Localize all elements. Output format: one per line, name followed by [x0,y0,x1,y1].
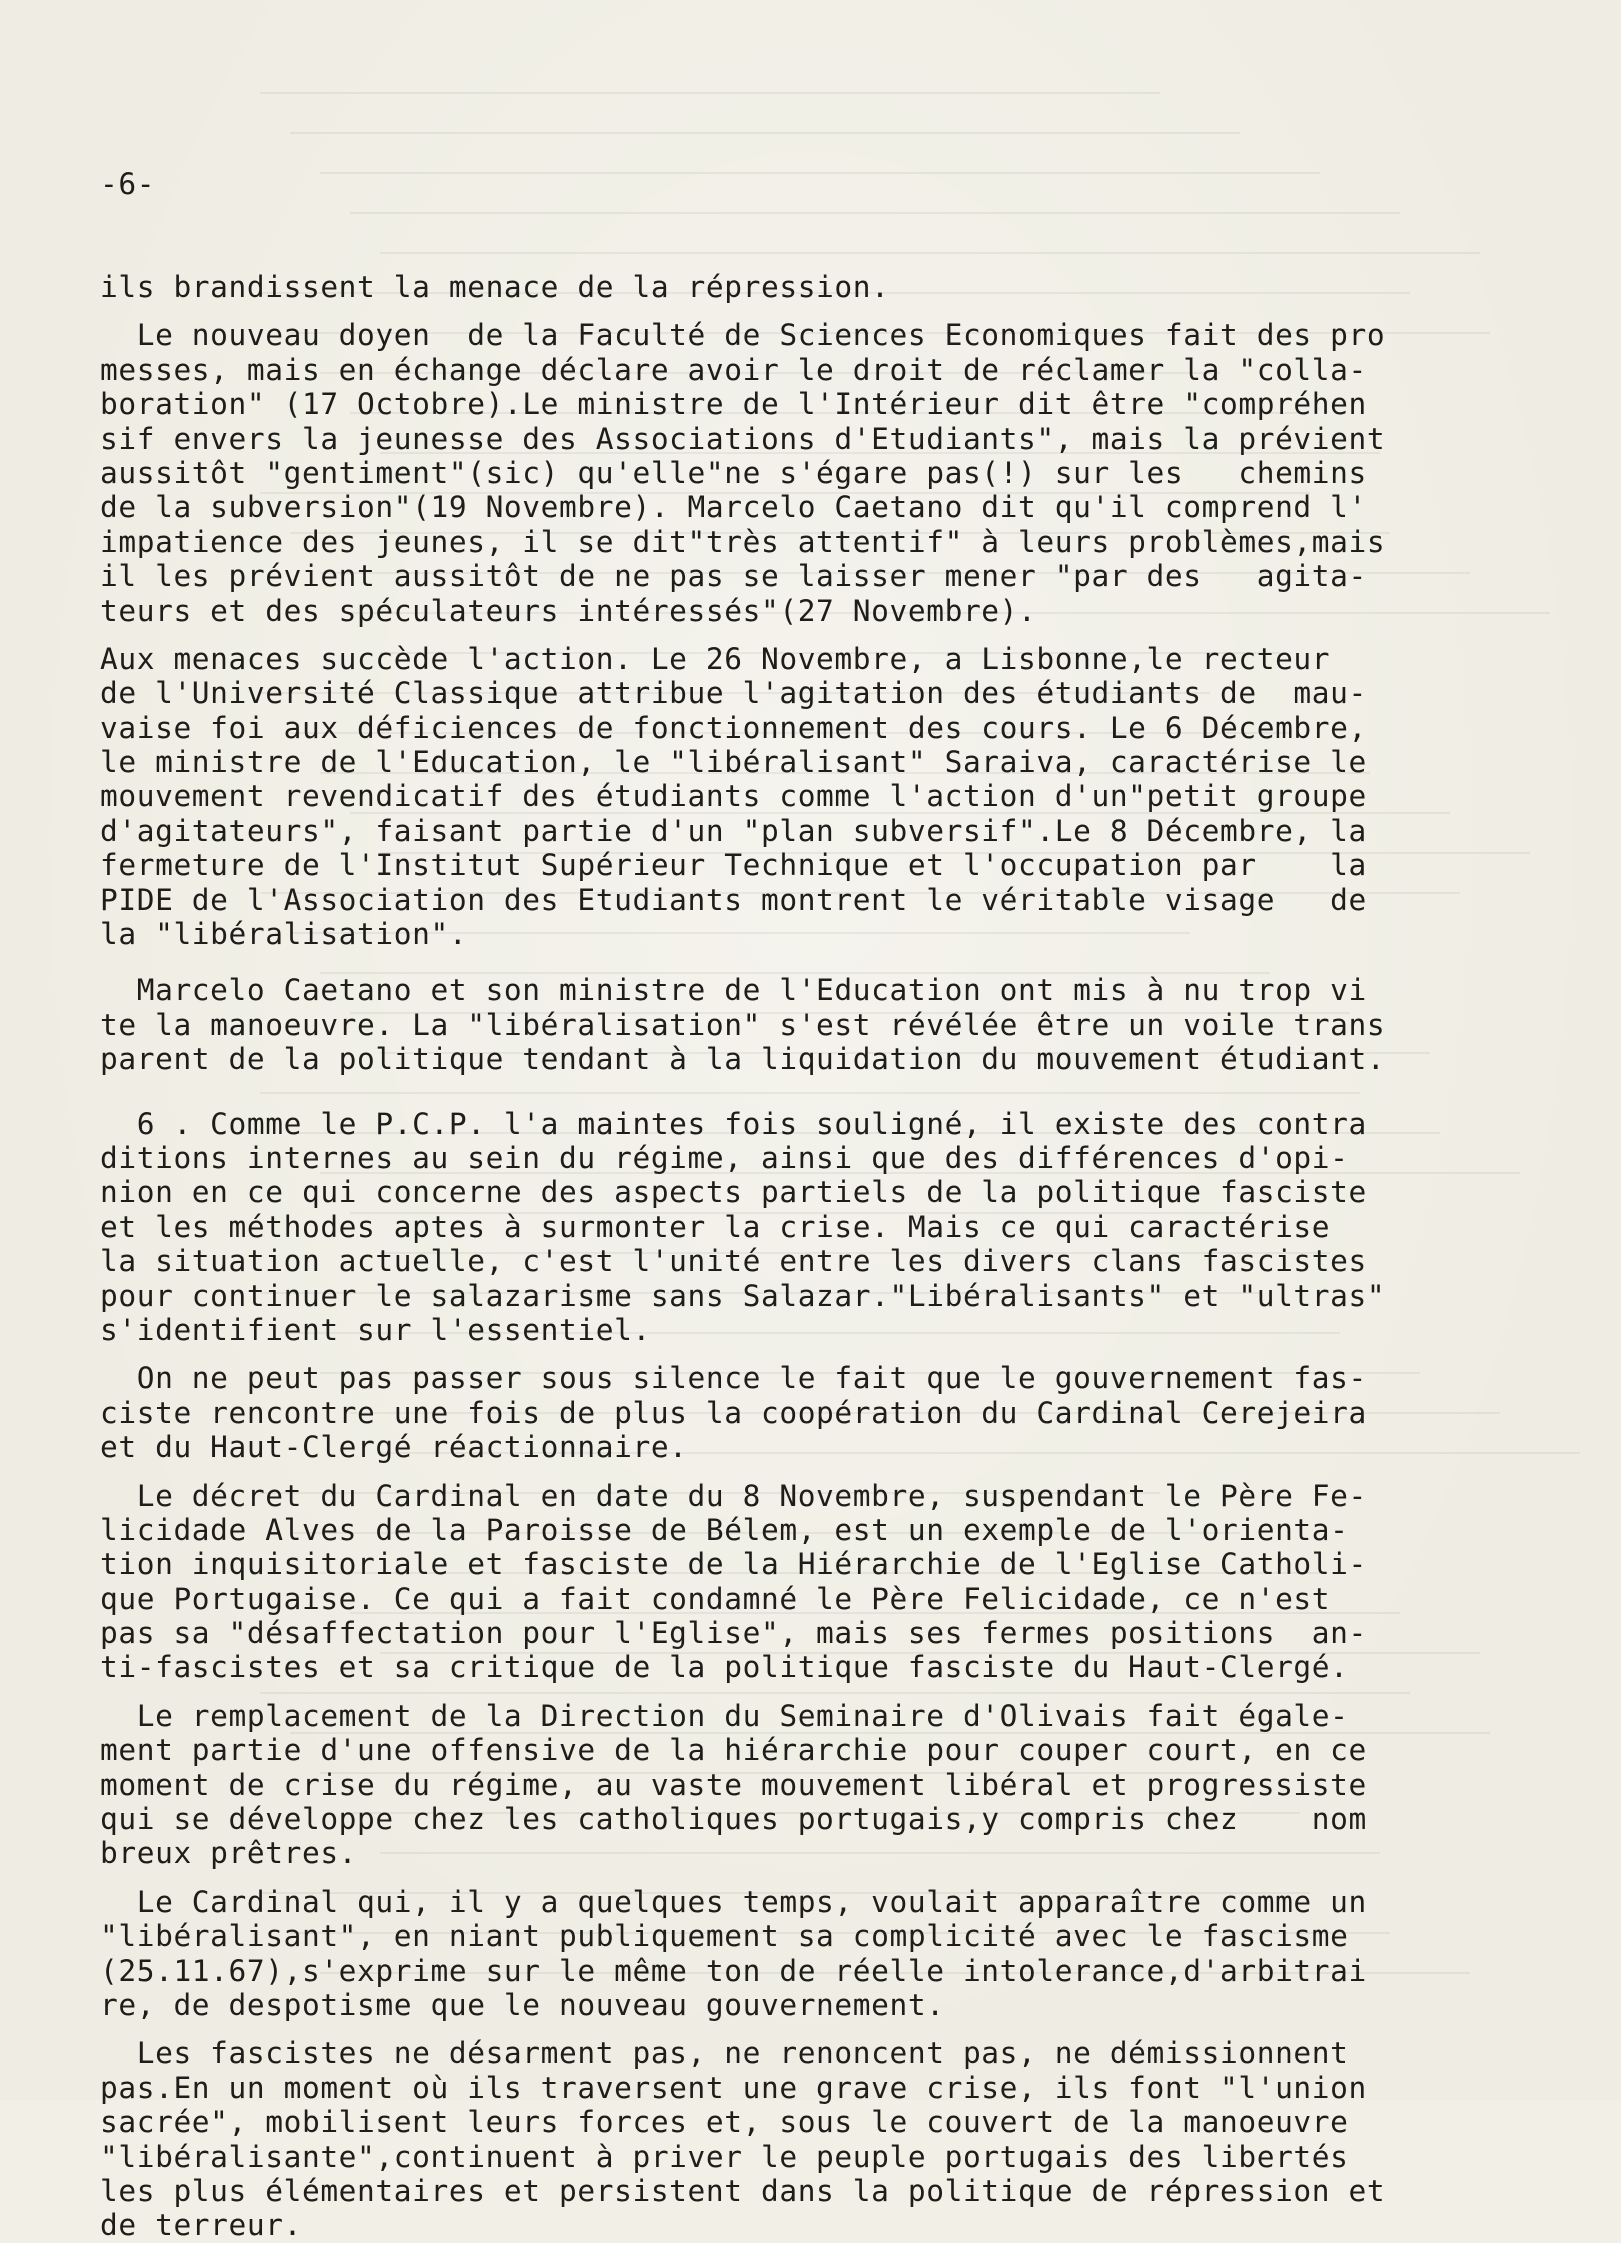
paragraph-gap [100,951,1520,973]
text-line: 6 . Comme le P.C.P. l'a maintes fois souligné, il existe des contra [100,1106,1367,1141]
text-line: impatience des jeunes, il se dit"très attentif" à leurs problèmes,mais [100,524,1386,559]
text-line: ciste rencontre une fois de plus la coopération du Cardinal Cerejeira [100,1395,1367,1430]
text-line: il les prévient aussitôt de ne pas se laisser mener "par des agita- [100,559,1367,594]
text-line: messes, mais en échange déclare avoir le droit de réclamer la "colla- [100,352,1367,387]
text-line: et du Haut-Clergé réactionnaire. [100,1430,688,1465]
text-line: fermeture de l'Institut Supérieur Technique et l'occupation par la [100,848,1367,883]
text-line: Le décret du Cardinal en date du 8 Novembre, suspendant le Père Fe- [100,1478,1367,1513]
text-line: ti-fascistes et sa critique de la politique fasciste du Haut-Clergé. [100,1650,1349,1685]
text-line: que Portugaise. Ce qui a fait condamné le Père Felicidade, ce n'est [100,1581,1331,1616]
text-line: et les méthodes aptes à surmonter la crise. Mais ce qui caractérise [100,1209,1331,1244]
text-line: On ne peut pas passer sous silence le fait que le gouvernement fas- [100,1361,1367,1396]
text-line: te la manoeuvre. La "libéralisation" s'est révélée être un voile trans [100,1007,1386,1042]
text-line: vaise foi aux déficiences de fonctionnement des cours. Le 6 Décembre, [100,710,1367,745]
text-line: de la subversion"(19 Novembre). Marcelo Caetano dit qu'il comprend l' [100,490,1367,525]
text-line: Les fascistes ne désarment pas, ne renoncent pas, ne démissionnent [100,2036,1349,2071]
text-line: parent de la politique tendant à la liquidation du mouvement étudiant. [100,1042,1386,1077]
document-body [100,98,1520,2243]
text-line: Le nouveau doyen de la Faculté de Sciences Economiques fait des pro [100,318,1386,353]
text-line: sacrée", mobilisent leurs forces et, sous le couvert de la manoeuvre [100,2105,1349,2140]
text-line: ment partie d'une offensive de la hiérarchie pour couper court, en ce [100,1733,1367,1768]
text-line: mouvement revendicatif des étudiants comme l'action d'un"petit groupe [100,779,1367,814]
text-line: de l'Université Classique attribue l'agitation des étudiants de mau- [100,676,1367,711]
paragraph-gap [100,628,1520,642]
text-line: Le Cardinal qui, il y a quelques temps, voulait apparaître comme un [100,1884,1367,1919]
paragraph-gap [100,1077,1520,1107]
text-line: pour continuer le salazarisme sans Salazar."Libéralisants" et "ultras" [100,1278,1386,1313]
text-line: boration" (17 Octobre).Le ministre de l'Intérieur dit être "compréhen [100,387,1367,422]
text-line: les plus élémentaires et persistent dans la politique de répression et [100,2173,1386,2208]
text-line: d'agitateurs", faisant partie d'un "plan subversif".Le 8 Décembre, la [100,813,1367,848]
paragraph-gap [100,1347,1520,1361]
text-line: (25.11.67),s'exprime sur le même ton de réelle intolerance,d'arbitrai [100,1953,1367,1988]
text-line: licidade Alves de la Paroisse de Bélem, est un exemple de l'orienta- [100,1512,1349,1547]
text-line: de terreur. [100,2208,302,2243]
text-line: "libéralisant", en niant publiquement sa complicité avec le fascisme [100,1919,1349,1954]
text-line: tion inquisitoriale et fasciste de la Hiérarchie de l'Eglise Catholi- [100,1547,1367,1582]
text-line: ditions internes au sein du régime, ainsi que des différences d'opi- [100,1141,1349,1175]
paragraph-gap [100,304,1520,318]
text-line: Le remplacement de la Direction du Seminaire d'Olivais fait égale- [100,1698,1349,1733]
text-line: "libéralisante",continuent à priver le peuple portugais des libertés [100,2139,1349,2174]
text-line: pas sa "désaffectation pour l'Eglise", mais ses fermes positions an- [100,1616,1367,1651]
text-line: ils brandissent la menace de la répression. [100,270,890,305]
text-line: moment de crise du régime, au vaste mouvement libéral et progressiste [100,1767,1367,1802]
text-line: nion en ce qui concerne des aspects partiels de la politique fasciste [100,1175,1367,1210]
text-line: la situation actuelle, c'est l'unité entre les divers clans fascistes [100,1244,1367,1279]
page-number: -6- [100,166,156,201]
text-line: pas.En un moment où ils traversent une grave crise, ils font "l'union [100,2070,1367,2105]
text-line: le ministre de l'Education, le "libéralisant" Saraiva, caractérise le [100,745,1367,780]
paragraph-gap [100,1871,1520,1885]
paragraph-gap [100,2022,1520,2036]
text-line: Marcelo Caetano et son ministre de l'Education ont mis à nu trop vi [100,973,1367,1008]
text-line: teurs et des spéculateurs intéressés"(27 Novembre). [100,593,1037,628]
text-line: qui se développe chez les catholiques portugais,y compris chez nom [100,1802,1367,1837]
text-line: re, de despotisme que le nouveau gouvernement. [100,1987,945,2022]
text-line: PIDE de l'Association des Etudiants montrent le véritable visage de [100,882,1367,917]
bleed-line [260,92,1160,94]
paragraph-gap [100,1685,1520,1699]
text-line: sif envers la jeunesse des Associations d'Etudiants", mais la prévient [100,421,1386,456]
text-line: breux prêtres. [100,1836,358,1871]
text-line: la "libéralisation". [100,917,468,952]
text-line: aussitôt "gentiment"(sic) qu'elle"ne s'égare pas(!) sur les chemins [100,455,1367,490]
text-line: Aux menaces succède l'action. Le 26 Novembre, a Lisbonne,le recteur [100,641,1331,676]
paragraph-gap [100,1465,1520,1479]
text-line: s'identifient sur l'essentiel. [100,1312,651,1347]
